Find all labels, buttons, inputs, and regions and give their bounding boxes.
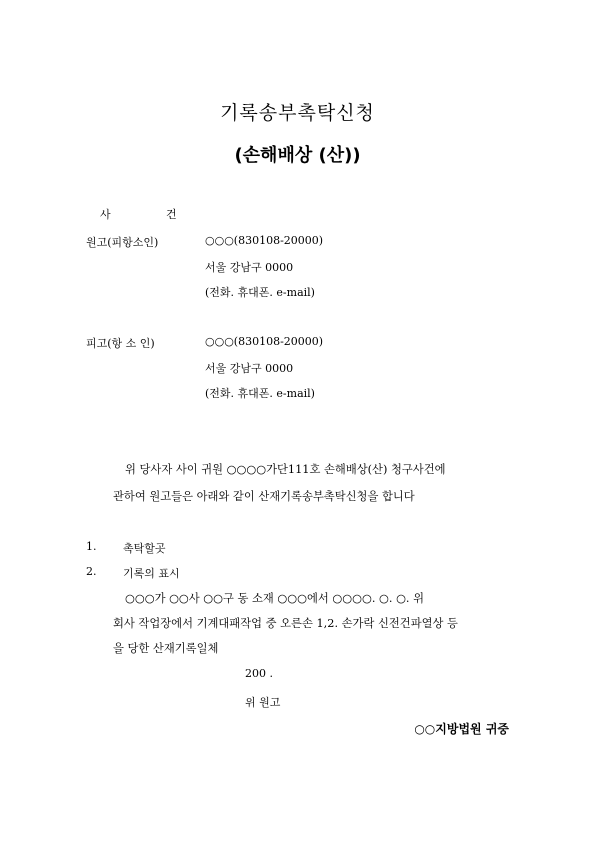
defendant-name: ○○○(830108-20000) <box>205 335 324 348</box>
court-addressee: ○○지방법원 귀중 <box>414 722 509 736</box>
record-line-3: 을 당한 산재기록일체 <box>113 642 219 655</box>
document-date: 200 . <box>245 667 273 680</box>
plaintiff-label: 원고(피항소인) <box>86 236 159 249</box>
defendant-label: 피고(항 소 인) <box>86 337 155 350</box>
plaintiff-contact: (전화. 휴대폰. e-mail) <box>205 286 315 299</box>
record-line-2: 회사 작업장에서 기계대패작업 중 오른손 1,2. 손가락 신전건파열상 등 <box>113 617 458 630</box>
item-number-1: 1. <box>86 540 97 553</box>
plaintiff-name: ○○○(830108-20000) <box>205 234 324 247</box>
document-subtitle: (손해배상 (산)) <box>234 145 361 166</box>
item-label-2: 기록의 표시 <box>123 567 180 580</box>
signature-line: 위 원고 <box>245 696 281 709</box>
record-line-1: ○○○가 ○○사 ○○구 동 소재 ○○○에서 ○○○○. ○. ○. 위 <box>125 592 425 605</box>
defendant-contact: (전화. 휴대폰. e-mail) <box>205 387 315 400</box>
defendant-address: 서울 강남구 0000 <box>205 362 294 375</box>
document-title: 기록송부촉탁신청 <box>220 102 375 124</box>
case-label-b: 건 <box>166 208 177 221</box>
item-number-2: 2. <box>86 565 97 578</box>
intro-line-1: 위 당사자 사이 귀원 ○○○○가단111호 손해배상(산) 청구사건에 <box>125 463 446 476</box>
plaintiff-address: 서울 강남구 0000 <box>205 261 294 274</box>
case-label-a: 사 <box>100 208 111 221</box>
item-label-1: 촉탁할곳 <box>123 542 166 555</box>
intro-line-2: 관하여 원고들은 아래와 같이 산재기록송부촉탁신청을 합니다 <box>113 490 415 503</box>
